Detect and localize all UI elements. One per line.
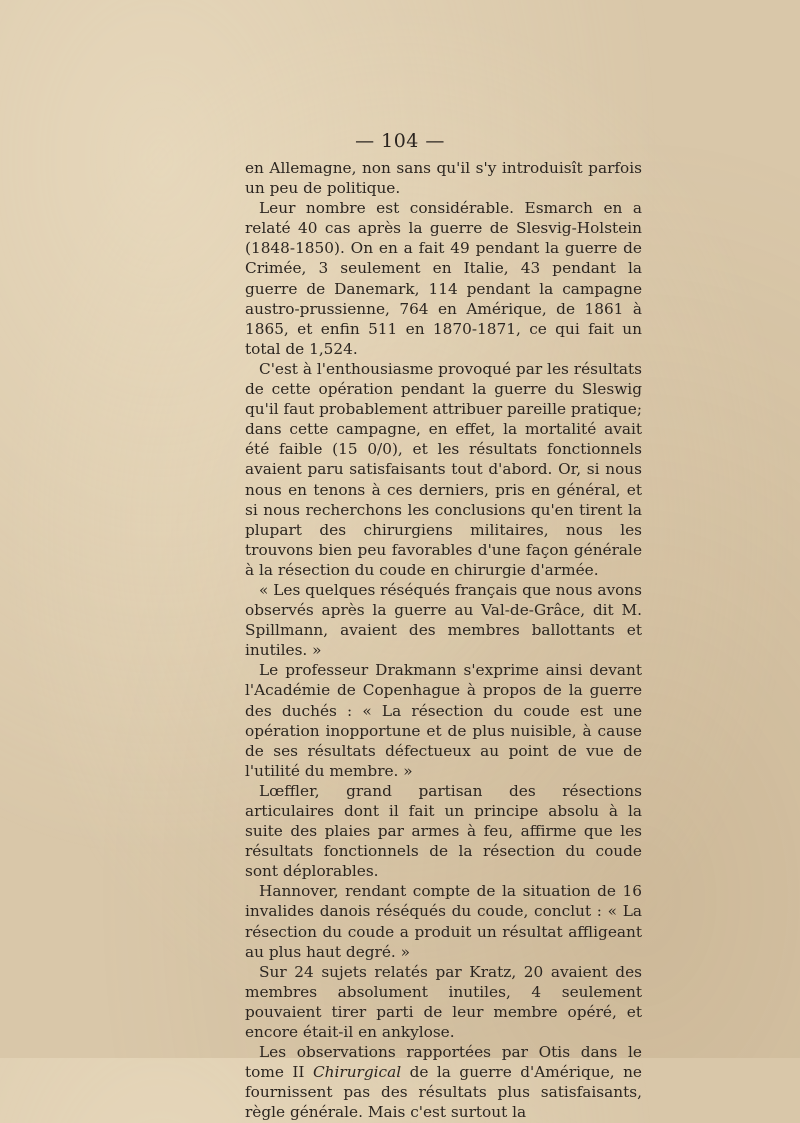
paragraph-5: Le professeur Drakmann s'exprime ainsi devant l'Académie de Copenhague à propos de la guerre des duchés : « La résection du coude est une opération inopportune et de plus nuisible, à cause de ses résultats défectueux au point de vue de l'utilité du membre. »	[245, 661, 642, 780]
paragraph-3: C'est à l'enthousiasme provoqué par les résultats de cette opération pendant la guerre du Sleswig qu'il faut probablement attribuer pareille pratique; dans cette campagne, en effet, la mortalité avait été faible (15 0/0), et les résultats fonctionnels avaient paru satisfaisants tout d'abord. Or, si nous nous en tenons à ces derniers, pris en général, et si nous recherchons les conclusions qu'en tirent la plupart des chirurgiens militaires, nous les trouvons bien peu favorables d'une façon générale à la résection du coude en chirurgie d'armée.	[245, 359, 642, 579]
paragraph-2: Leur nombre est considérable. Esmarch en a relaté 40 cas après la guerre de Slesvig-Holstein (1848-1850). On en a fait 49 pendant la guerre de Crimée, 3 seulement en Italie, 43 pendant la guerre de Danemark, 114 pendant la campagne austro-prussienne, 764 en Amérique, de 1861 à 1865, et enfin 511 en 1870-1871, ce qui fait un total de 1,524.	[245, 199, 642, 358]
paragraph-8: Sur 24 sujets relatés par Kratz, 20 avaient des membres absolument inutiles, 4 seulement pouvaient tirer parti de leur membre opéré, et encore était-il en ankylose.	[245, 962, 642, 1042]
paragraph-9-before: Les observations rapportées par Otis dans le tome II	[245, 1043, 642, 1082]
text-block	[245, 158, 642, 1123]
page-number: — 104 —	[355, 130, 445, 152]
paragraph-9-after: de la guerre d'Amérique, ne fournissent pas des résultats plus satisfaisants, règle générale. Mais c'est surtout la	[245, 1063, 642, 1122]
paragraph-4: « Les quelques réséqués français que nous avons observés après la guerre au Val-de-Grâce, dit M. Spillmann, avaient des membres ballottants et inutiles. »	[245, 580, 642, 660]
paragraph-1: en Allemagne, non sans qu'il s'y introduisît parfois un peu de politique.	[245, 159, 642, 198]
paragraph-9	[245, 1042, 642, 1122]
journal-title: Chirurgical	[312, 1063, 402, 1082]
paragraph-6: Lœffler, grand partisan des résections articulaires dont il fait un principe absolu à la suite des plaies par armes à feu, affirme que les résultats fonctionnels de la résection du coude sont déplorables.	[245, 781, 642, 881]
paragraph-7: Hannover, rendant compte de la situation de 16 invalides danois réséqués du coude, conclut : « La résection du coude a produit un résultat affligeant au plus haut degré. »	[245, 882, 642, 961]
